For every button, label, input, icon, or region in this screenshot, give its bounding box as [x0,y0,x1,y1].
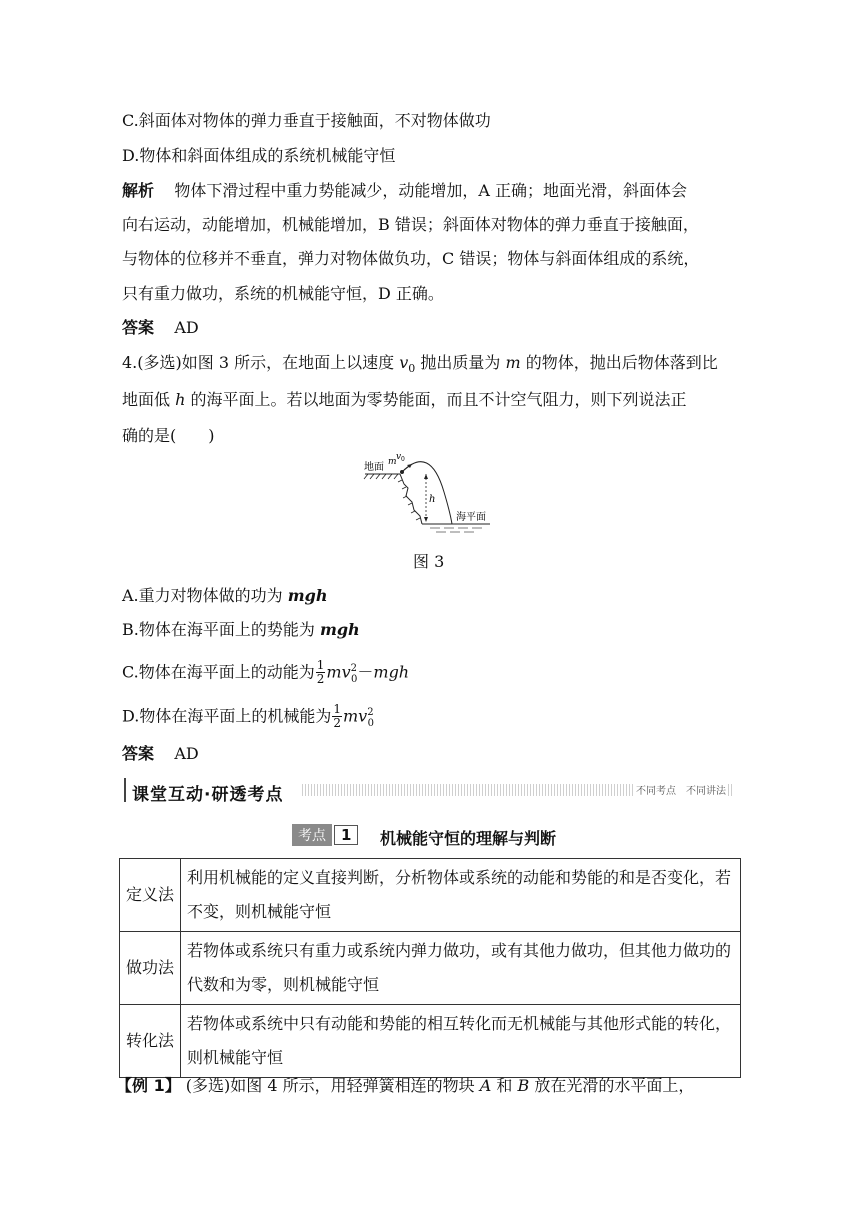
section-note: 不同考点 不同讲法 [634,782,728,797]
mass-label: m [388,457,397,467]
q4-option-a [122,586,327,606]
stem-text: 的物体，抛出后物体落到比 [520,353,718,372]
q4-stem-line-1 [122,353,718,379]
block-b-symbol: B [517,1076,530,1095]
q4-answer [122,744,199,764]
method-description: 利用机械能的定义直接判断，分析物体或系统的动能和势能的和是否变化，若不变，则机械能守恒 [181,859,741,932]
example-text: (多选)如图 4 所示，用轻弹簧相连的物块 [180,1076,480,1095]
subscript: 0 [367,717,374,729]
section-title: 课堂互动·研透考点 [132,785,284,805]
method-description: 若物体或系统只有重力或系统内弹力做功，或有其他力做功，但其他力做功的代数和为零，则机械能守恒 [181,932,741,1005]
example-text: 和 [491,1076,518,1095]
v0-subscript: 0 [408,362,416,376]
fraction-denominator: 2 [333,716,341,731]
superscript: 2 [350,663,357,674]
v0-label: v [396,452,402,462]
q4-option-b [122,620,360,640]
q3-analysis-line-2: 向右运动，动能增加，机械能增加，B 错误；斜面体对物体的弹力垂直于接触面， [122,215,699,234]
fraction [316,659,326,686]
answer-value: AD [174,744,199,763]
answer-label: 答案 [122,744,155,763]
table-row [120,932,741,1005]
example-label: 【例 1】 [116,1076,181,1095]
example-text: 放在光滑的水平面上， [529,1076,695,1095]
answer-label: 答案 [122,318,155,337]
q3-option-d: D.物体和斜面体组成的系统机械能守恒 [122,146,396,165]
answer-value: AD [174,318,199,337]
topic-badge-label: 考点 [292,824,332,846]
q3-analysis-line-1 [122,181,687,201]
sea-label: 海平面 [456,512,486,523]
v0-label-subscript: 0 [401,456,405,463]
ground-label: 地面 [364,462,384,473]
example-1-stem [116,1076,694,1096]
methods-table [119,858,741,1078]
topic-badge-number: 1 [334,825,358,845]
option-text: B.物体在海平面上的势能为 [122,620,320,639]
option-expr: mv [326,662,351,682]
q4-option-c [122,656,409,693]
subscript: 0 [351,673,358,685]
option-text: D.物体在海平面上的机械能为 [122,706,332,726]
fraction-denominator: 2 [316,672,325,687]
q4-stem-line-3: 确的是( ) [122,426,215,445]
q3-answer [122,318,199,338]
method-name: 定义法 [120,859,181,932]
h-arrow-top [424,474,428,479]
topic-badge [292,824,358,846]
trajectory-curve [402,462,452,524]
option-text: A.重力对物体做的功为 [122,586,288,605]
section-bracket [124,778,129,802]
sea-waves [430,528,482,532]
table-row [120,1005,741,1078]
fraction-numerator: 1 [333,702,341,717]
section-header [124,778,732,805]
option-expr: mgh [373,662,410,682]
superscript: 2 [367,707,374,718]
h-symbol: h [175,390,186,409]
q4-option-d [122,700,374,737]
figure-3-caption: 图 3 [413,552,445,571]
h-label: h [429,494,436,505]
stem-text: 4.(多选)如图 3 所示，在地面上以速度 [122,353,400,372]
fraction-numerator: 1 [316,658,325,673]
option-expr: mgh [287,586,328,605]
h-arrow-bottom [424,517,428,522]
figure-3-diagram [360,452,500,542]
block-a-symbol: A [479,1076,492,1095]
topic-title: 机械能守恒的理解与判断 [380,829,557,848]
m-symbol: m [505,353,521,372]
stem-text: 地面低 [122,390,176,409]
cliff-face [400,474,422,524]
cliff-hatch [398,480,420,520]
method-name: 转化法 [120,1005,181,1078]
fraction [332,703,342,730]
method-description: 若物体或系统中只有动能和势能的相互转化而无机械能与其他形式能的转化，则机械能守恒 [181,1005,741,1078]
q3-analysis-line-3: 与物体的位移并不垂直，弹力对物体做负功，C 错误；物体与斜面体组成的系统， [122,249,700,268]
method-name: 做功法 [120,932,181,1005]
option-expr: mv [343,706,368,726]
stem-text: 抛出质量为 [415,353,506,372]
v0-symbol: v [399,353,409,372]
table-row [120,859,741,932]
q3-analysis-line-4: 只有重力做功，系统的机械能守恒，D 正确。 [122,284,444,303]
ground-hatch [364,474,398,479]
q3-option-c: C.斜面体对物体的弹力垂直于接触面，不对物体做功 [122,111,491,130]
analysis-text: 物体下滑过程中重力势能减少，动能增加，A 正确；地面光滑，斜面体会 [174,181,688,200]
q4-stem-line-2 [122,390,687,410]
option-expr: mgh [319,620,360,639]
option-text: C.物体在海平面上的动能为 [122,662,315,682]
minus-sign: － [357,662,374,682]
stem-text: 的海平面上。若以地面为零势能面，而且不计空气阻力，则下列说法正 [185,390,687,409]
analysis-label: 解析 [122,181,155,200]
